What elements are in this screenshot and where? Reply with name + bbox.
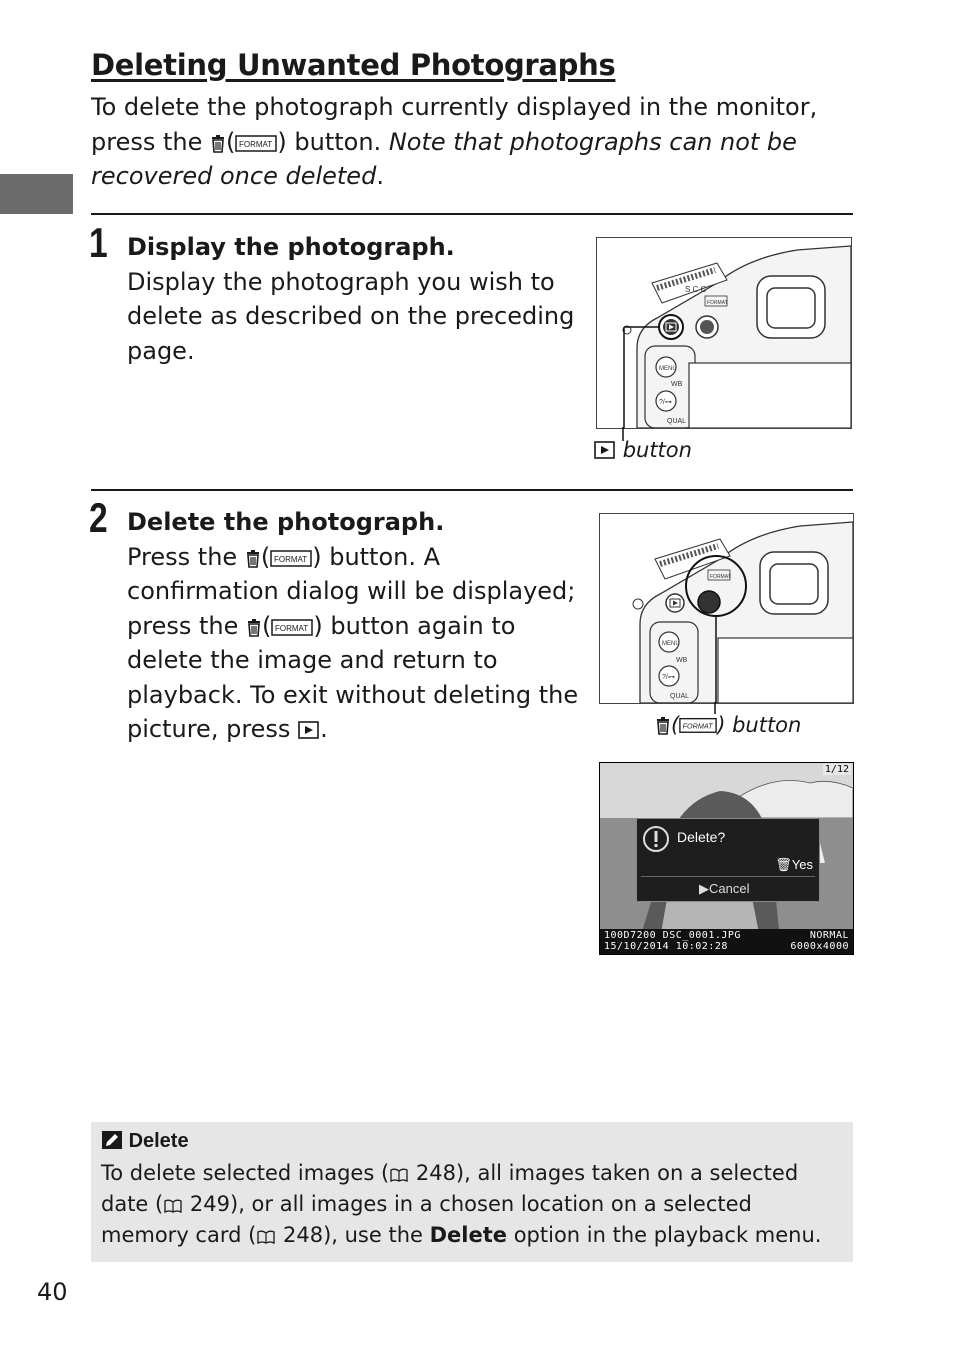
warning-icon (642, 825, 670, 853)
trash-icon (246, 617, 262, 637)
dialog-cancel-label: Cancel (709, 881, 750, 896)
format-label-2: FORMAT (710, 574, 731, 580)
svg-text:FORMAT: FORMAT (682, 721, 713, 731)
note-body (101, 1158, 846, 1251)
svg-text:FORMAT: FORMAT (274, 554, 308, 564)
section-title: Deleting Unwanted Photographs (91, 48, 616, 82)
svg-text:?/⊶: ?/⊶ (662, 674, 675, 681)
trash-icon (210, 133, 226, 153)
note-text-1: To delete selected images ( (101, 1161, 390, 1185)
menu-label-1: MENU (659, 366, 677, 372)
camera-illustration-delete (599, 513, 854, 704)
chapter-tab (0, 174, 73, 214)
image-counter: 1/12 (824, 764, 849, 775)
menu-label-2: MENU (662, 641, 680, 647)
dialog-title: Delete? (677, 829, 726, 845)
qual-label-2: QUAL (670, 693, 690, 700)
svg-text:?/⊶: ?/⊶ (659, 399, 672, 406)
book-icon (389, 1167, 409, 1183)
format-icon (271, 617, 313, 637)
camera-back-drawing (597, 238, 851, 428)
note-text-5: option in the playback menu. (513, 1223, 822, 1247)
intro-text-2: button. (294, 127, 382, 156)
format-icon (679, 715, 717, 735)
wb-label-2: WB (676, 657, 688, 664)
step2-text-3: button again to delete the image and return to playback. To exit without deleting the picture, press (127, 611, 579, 743)
step2-rule (91, 489, 853, 491)
intro-warning: Note that photographs can not be recovered once deleted (91, 127, 797, 190)
step2-text: Delete the photograph. Press the ( FORMAT ) button. A confirmation dialog will be displayed; press the ( FORMAT ) button again to delete the image and return to playback. To exit without deleting the picture, press . (127, 505, 582, 747)
intro-text-1: To delete the photograph currently displayed in the monitor, press the (91, 93, 818, 156)
image-size: 6000x4000 (790, 941, 849, 952)
book-icon (163, 1198, 183, 1214)
step2-number: 2 (89, 494, 108, 541)
format-icon (235, 133, 277, 153)
book-icon (256, 1229, 276, 1245)
format-icon (270, 548, 312, 568)
wb-label-1: WB (671, 381, 683, 388)
caption-text-2: button (732, 713, 802, 737)
step1-text (127, 230, 582, 368)
delete-note-box (91, 1122, 853, 1262)
step2-text-1: Press the (127, 542, 238, 571)
camera-back-drawing-2 (600, 514, 853, 703)
dialog-cancel-option[interactable] (699, 881, 749, 897)
trash-icon (655, 715, 671, 735)
note-text-4: 248), use the (282, 1223, 423, 1247)
playback-button-caption (594, 438, 692, 462)
playback-icon (298, 720, 320, 740)
intro-paragraph: To delete the photograph currently displayed in the monitor, press the ( FORMAT ) button. Note that photographs can not be recovered once deleted. (91, 93, 818, 190)
step2-heading: Delete the photograph. (127, 508, 445, 536)
dialog-yes-option[interactable] (775, 857, 813, 873)
note-text-2: 248), all images taken on a selected date ( (101, 1161, 799, 1216)
delete-dialog (636, 818, 820, 902)
note-pencil-icon (101, 1130, 123, 1150)
step1-heading: Display the photograph. (127, 233, 455, 261)
dialog-yes-label: Yes (791, 857, 813, 872)
dialog-divider (641, 876, 815, 877)
step2-text-2: button. A confirmation dialog will be displayed; press the (127, 542, 576, 640)
step1-rule (91, 213, 853, 215)
svg-text:S C C: S C C (685, 285, 707, 294)
page-number: 40 (37, 1278, 68, 1306)
playback-icon: ▶ (699, 881, 709, 896)
qual-label-1: QUAL (667, 418, 687, 425)
note-heading (101, 1130, 189, 1153)
svg-text:FORMAT: FORMAT (239, 139, 273, 149)
trash-icon: 🗑 (775, 857, 792, 872)
camera-illustration-playback (596, 237, 852, 429)
date-time: 15/10/2014 10:02:28 (604, 941, 728, 952)
step1-number: 1 (89, 219, 108, 266)
svg-text:FORMAT: FORMAT (275, 623, 309, 633)
intro-end: . (376, 162, 384, 190)
image-quality: NORMAL (809, 930, 849, 941)
caption-text-1: button (622, 438, 692, 462)
trash-icon (245, 548, 261, 568)
monitor-screen (599, 762, 854, 955)
note-text-3: 249), or all images in a chosen location on a selected memory card ( (101, 1192, 752, 1247)
format-label-1: FORMAT (707, 300, 728, 306)
note-delete-option: Delete (429, 1223, 508, 1247)
step2-end: . (320, 715, 328, 743)
note-heading-text: Delete (128, 1130, 189, 1152)
playback-icon (594, 440, 616, 460)
step1-body: Display the photograph you wish to delete as described on the preceding page. (127, 267, 575, 365)
file-info: 100D7200 DSC_0001.JPG (604, 930, 741, 941)
delete-button-caption: ( FORMAT ) button (655, 713, 801, 737)
